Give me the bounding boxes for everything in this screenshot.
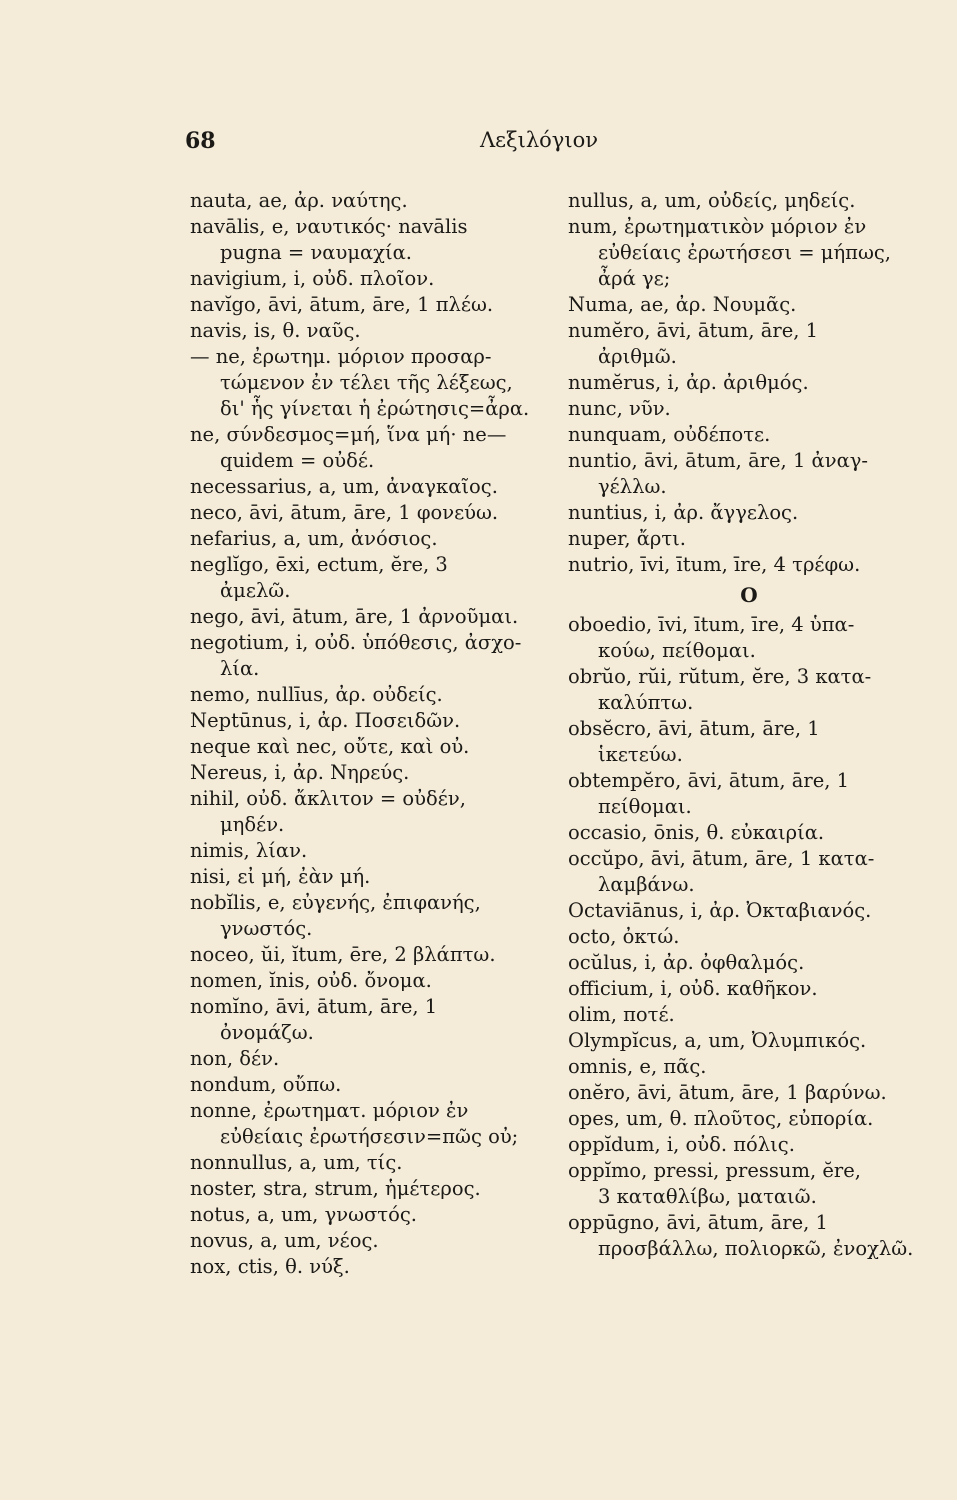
entry-line: navigium, i, οὐδ. πλοῖον. [190,267,435,290]
entry-line: octo, ὀκτώ. [568,925,680,948]
entry-line: novus, a, um, νέος. [190,1229,379,1252]
entry-line: nihil, οὐδ. ἄκλιτον = οὐδέν, [190,787,466,810]
entry-line: neco, āvi, ātum, āre, 1 φονεύω. [190,501,499,524]
entry-line: nuntius, i, ἀρ. ἄγγελος. [568,501,799,524]
entry-line: notus, a, um, γνωστός. [190,1203,417,1226]
entry-line: Octaviānus, i, ἀρ. Ὀκταβιανός. [568,899,872,922]
entry-line: oppĭdum, i, οὐδ. πόλις. [568,1133,795,1156]
entry-line: navĭgo, āvi, ātum, āre, 1 πλέω. [190,293,494,316]
entry-line: non, δέν. [190,1047,280,1070]
entry-line: ἱκετεύω. [598,743,683,766]
entry-line: noster, stra, strum, ἡμέτερος. [190,1177,481,1200]
entry-line: opes, um, θ. πλοῦτος, εὐπορία. [568,1107,874,1130]
entry-line: occŭpo, āvi, ātum, āre, 1 κατα- [568,847,875,870]
entry-line: occasio, ōnis, θ. εὐκαιρία. [568,821,825,844]
entry-line: nomen, ĭnis, οὐδ. ὄνομα. [190,969,432,992]
entry-line: nauta, ae, ἀρ. ναύτης. [190,189,408,212]
entry-line: ἀριθμῶ. [598,345,677,368]
entry-line: τώμενον ἐν τέλει τῆς λέξεως, [220,371,513,394]
entry-line: onĕro, āvi, ātum, āre, 1 βαρύνω. [568,1081,887,1104]
entry-line: pugna = ναυμαχία. [220,241,412,264]
entry-line: nutrio, īvi, ītum, īre, 4 τρέφω. [568,553,861,576]
section-letter: O [740,583,758,607]
entry-line: εὐθείαις ἐρωτήσεσι = μήπως, [598,241,891,264]
entry-line: neglĭgo, ēxi, ectum, ĕre, 3 [190,553,448,576]
entry-line: navālis, e, ναυτικός· navālis [190,215,468,238]
entry-line: nemo, nullīus, ἀρ. οὐδείς. [190,683,443,706]
entry-line: nonnullus, a, um, τίς. [190,1151,403,1174]
entry-line: negotium, i, οὐδ. ὑπόθεσις, ἀσχο- [190,631,522,654]
entry-line: navis, is, θ. ναῦς. [190,319,361,342]
entry-line: λαμβάνω. [598,873,695,896]
entry-line: πείθομαι. [598,795,692,818]
entry-line: δι' ἧς γίνεται ἡ ἐρώτησις=ἆρα. [220,397,530,420]
entry-line: olim, ποτέ. [568,1003,675,1026]
entry-line: numĕro, āvi, ātum, āre, 1 [568,319,819,342]
entry-line: Neptūnus, i, ἀρ. Ποσειδῶν. [190,709,461,732]
page-number: 68 [185,128,216,154]
entry-line: nonne, ἐρωτηματ. μόριον ἐν [190,1099,469,1122]
entry-line: numĕrus, i, ἀρ. ἀριθμός. [568,371,809,394]
entry-line: omnis, e, πᾶς. [568,1055,707,1078]
entry-line: nullus, a, um, οὐδείς, μηδείς. [568,189,856,212]
entry-line: quidem = οὐδέ. [220,449,375,472]
entry-line: Olympĭcus, a, um, Ὀλυμπικός. [568,1029,867,1052]
entry-line: Nereus, i, ἀρ. Νηρεύς. [190,761,410,784]
entry-line: nox, ctis, θ. νύξ. [190,1255,350,1278]
entry-line: oppĭmo, pressi, pressum, ĕre, [568,1159,861,1182]
entry-line: 3 καταθλίβω, ματαιῶ. [598,1185,817,1208]
entry-line: προσβάλλω, πολιορκῶ, ἐνοχλῶ. [598,1237,914,1260]
entry-line: nimis, λίαν. [190,839,308,862]
entry-line: γέλλω. [598,475,667,498]
entry-line: λία. [220,657,260,680]
entry-line: obtempĕro, āvi, ātum, āre, 1 [568,769,850,792]
entry-line: nefarius, a, um, ἀνόσιος. [190,527,438,550]
entry-line: nondum, οὔπω. [190,1073,342,1096]
entry-line: nuntio, āvi, ātum, āre, 1 ἀναγ- [568,449,868,472]
entry-line: γνωστός. [220,917,313,940]
entry-line: ὀνομάζω. [220,1021,314,1044]
right-column [568,188,930,1262]
entry-line: neque καὶ nec, οὔτε, καὶ οὐ. [190,735,470,758]
entry-line: ne, σύνδεσμος=μή, ἵνα μή· ne— [190,423,507,446]
entry-line: obrŭo, rŭi, rŭtum, ĕre, 3 κατα- [568,665,872,688]
entry-line: εὐθείαις ἐρωτήσεσιν=πῶς οὐ; [220,1125,519,1148]
entry-line: ἀμελῶ. [220,579,291,602]
entry-line: nunc, νῦν. [568,397,671,420]
entry-line: nobĭlis, e, εὐγενής, ἐπιφανής, [190,891,481,914]
entry-line: — ne, ἐρωτημ. μόριον προσαρ- [190,345,492,368]
entry-line: nunquam, οὐδέποτε. [568,423,771,446]
entry-line: κούω, πείθομαι. [598,639,756,662]
entry-line: obsĕcro, āvi, ātum, āre, 1 [568,717,820,740]
entry-line: nomĭno, āvi, ātum, āre, 1 [190,995,438,1018]
entry-line: nuper, ἄρτι. [568,527,686,550]
entry-line: num, ἐρωτηματικὸν μόριον ἐν [568,215,867,238]
entry-line: nego, āvi, ātum, āre, 1 ἀρνοῦμαι. [190,605,519,628]
entry-line: καλύπτω. [598,691,694,714]
entry-line: ocŭlus, i, ἀρ. ὀφθαλμός. [568,951,805,974]
entry-line: noceo, ŭi, ĭtum, ēre, 2 βλάπτω. [190,943,496,966]
entry-line: necessarius, a, um, ἀναγκαῖος. [190,475,498,498]
entry-line: nisi, εἰ μή, ἐὰν μή. [190,865,371,888]
entry-line: ἆρά γε; [598,267,671,290]
left-column [190,188,550,1280]
entry-line: μηδέν. [220,813,285,836]
entry-line: Numa, ae, ἀρ. Νουμᾶς. [568,293,797,316]
entry-line: oppūgno, āvi, ātum, āre, 1 [568,1211,828,1234]
running-head: Λεξιλόγιον [480,128,598,152]
entry-line: oboedio, īvi, ītum, īre, 4 ὑπα- [568,613,855,636]
entry-line: officium, i, οὐδ. καθῆκον. [568,977,818,1000]
